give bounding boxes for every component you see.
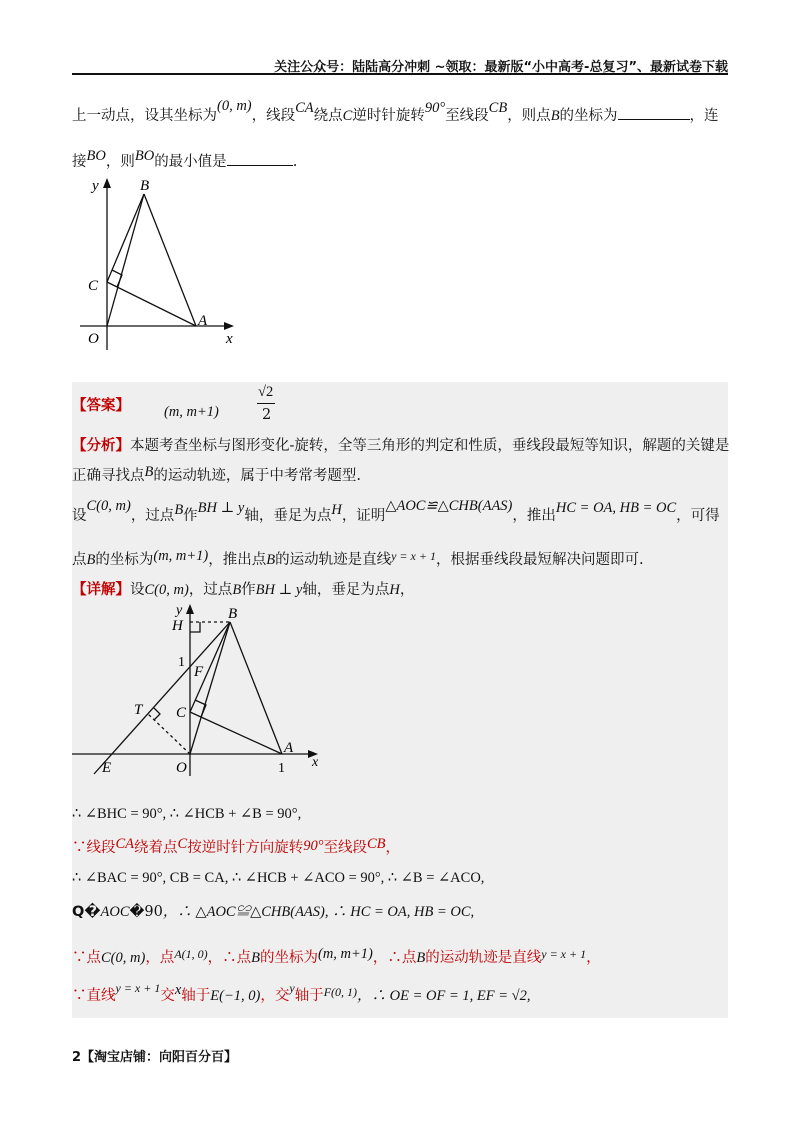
question-line-1: 上一动点，设其坐标为(0, m)，线段CA绕点C逆时针旋转90°至线段CB，则点B的坐标为 ，连 bbox=[72, 98, 719, 124]
fig2-label-f: F bbox=[194, 664, 204, 680]
step-2: ∵线段CA绕着点C按逆时针方向旋转90°至线段CB， bbox=[72, 836, 401, 856]
fig2-segment-ob bbox=[190, 622, 230, 754]
fig2-label-one-x: 1 bbox=[278, 761, 285, 776]
fig2-label-c: C bbox=[176, 705, 187, 721]
segment-ob bbox=[107, 194, 144, 326]
fig2-right-angle-h bbox=[190, 622, 200, 632]
answer-row bbox=[72, 396, 130, 416]
x-axis-arrow bbox=[224, 322, 234, 330]
step-1: ∴ ∠BHC = 90°, ∴ ∠HCB + ∠B = 90°, bbox=[72, 806, 302, 822]
fig1-label-o: O bbox=[88, 331, 99, 347]
fig2-label-e: E bbox=[102, 760, 112, 776]
segment-ca bbox=[107, 282, 196, 326]
fig2-label-a: A bbox=[284, 740, 294, 756]
answer-value-2-num: √2 bbox=[258, 384, 274, 400]
page-header: 关注公众号：陆陆高分冲刺 ~领取：最新版“小中高考-总复习”、最新试卷下载 bbox=[274, 60, 728, 75]
answer-blank-2 bbox=[227, 165, 293, 166]
y-axis-arrow bbox=[103, 178, 111, 188]
answer-value-2-den: 2 bbox=[262, 407, 272, 423]
fig2-label-b: B bbox=[228, 606, 238, 622]
answer-value-1: (m, m+1) bbox=[164, 404, 219, 420]
answer-tag: 【答案】 bbox=[72, 397, 130, 414]
analysis-tag: 【分析】 bbox=[72, 437, 130, 454]
step-5: ∵点C(0, m)，点$^{A(1, 0)}$，∴点B的坐标为(m, m+1)，∴点B的运动轨迹是直线$^{y = x + 1}$， bbox=[72, 946, 601, 966]
fig2-y-axis-arrow bbox=[186, 604, 194, 614]
figure-1 bbox=[80, 172, 250, 352]
fig1-label-a: A bbox=[198, 313, 208, 329]
line-y-eq-x-plus-1 bbox=[94, 622, 230, 774]
fig1-label-y: y bbox=[92, 178, 99, 194]
fig2-label-o: O bbox=[176, 760, 187, 776]
fig1-label-b: B bbox=[140, 178, 150, 194]
analysis-line-3: 设C(0, m)，过点B作BH ⊥ y轴，垂足为点H，证明△AOC≌△CHB(AAS)，推出HC = OA, HB = OC，可得 bbox=[72, 498, 720, 524]
analysis-line-2: 正确寻找点B的运动轨迹，属于中考常考题型. bbox=[72, 464, 361, 484]
fig1-label-x: x bbox=[226, 331, 233, 347]
detail-tag: 【详解】 bbox=[72, 581, 130, 598]
coord-0m: (0, m) bbox=[217, 98, 252, 114]
figure-2 bbox=[72, 600, 332, 780]
page-footer: 2【淘宝店铺：向阳百分百】 bbox=[72, 1050, 238, 1065]
analysis-line-4: 点B的坐标为(m, m+1)，推出点B的运动轨迹是直线$^{y = x + 1}$，根据垂线段最短解决问题即可. bbox=[72, 548, 644, 568]
fig2-label-t: T bbox=[134, 702, 143, 718]
fig2-label-one-y: 1 bbox=[178, 655, 185, 670]
analysis-line-1: 【分析】本题考查坐标与图形变化-旋转，全等三角形的判定和性质，垂线段最短等知识，解题的关键是 bbox=[72, 437, 730, 454]
step-3: ∴ ∠BAC = 90°, CB = CA, ∴ ∠HCB + ∠ACO = 90°, ∴ ∠B = ∠ACO, bbox=[72, 870, 485, 886]
fig2-label-x: x bbox=[312, 755, 319, 770]
fig2-label-y: y bbox=[176, 603, 183, 618]
step-6: ∵直线$^{y = x + 1}$交x轴于E(−1, 0)，交$^y$轴于$^{F(0, 1)}$，∴ OE = OF = 1, EF = √2, bbox=[72, 981, 531, 1004]
fig2-label-h: H bbox=[172, 618, 183, 634]
fig2-right-angle-t bbox=[154, 708, 160, 720]
answer-fraction-bar bbox=[257, 403, 275, 404]
header-divider bbox=[72, 73, 728, 75]
fig1-label-c: C bbox=[88, 278, 99, 294]
segment-cb bbox=[107, 194, 144, 282]
step-4: Q�AOC�90，∴ △AOC≌△CHB(AAS), ∴ HC = OA, HB = OC, bbox=[72, 904, 475, 920]
question-line-2: 接BO，则BO的最小值是 . bbox=[72, 148, 298, 170]
detail-line-1: 【详解】设C(0, m)，过点B作BH ⊥ y轴，垂足为点H， bbox=[72, 581, 415, 598]
segment-ab bbox=[144, 194, 196, 326]
answer-blank-1 bbox=[618, 119, 690, 120]
right-angle-mark bbox=[112, 270, 122, 287]
